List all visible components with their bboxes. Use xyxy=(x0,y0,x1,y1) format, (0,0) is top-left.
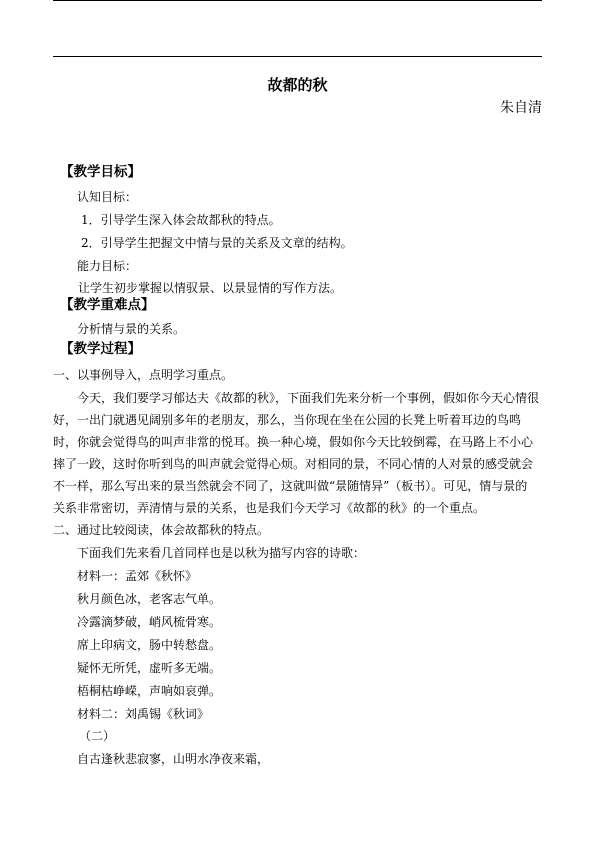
heading-key-points: 【教学重难点】 xyxy=(60,297,155,313)
document-title: 故都的秋 xyxy=(267,76,328,94)
heading-teaching-process: 【教学过程】 xyxy=(60,341,141,357)
goal-item-1: 1．引导学生深入体会故都秋的特点。 xyxy=(81,213,281,227)
ability-goal-text: 让学生初步掌握以情驭景、以景显情的写作方法。 xyxy=(78,281,343,295)
ability-goals-label: 能力目标： xyxy=(77,259,138,273)
poem-line: 梧桐枯峥嵘，声响如哀弹。 xyxy=(77,684,222,698)
key-points-text: 分析情与景的关系。 xyxy=(77,322,186,336)
section-heading-1: 一、以事例导入，点明学习重点。 xyxy=(53,368,234,382)
author-name: 朱自清 xyxy=(500,100,542,116)
paragraph-line: 时，你就会觉得鸟的叫声非常的悦耳。换一种心境，假如你今天比较倒霉，在马路上不小心 xyxy=(53,435,534,449)
material-2-label: 材料二：刘禹锡《秋词》 xyxy=(77,707,210,721)
part-two-label: （二） xyxy=(79,729,116,743)
paragraph-line: 不一样，那么写出来的景当然就会不同了，这就叫做“景随情异”（板书）。可见，情与景的 xyxy=(53,479,528,493)
poem-line: 冷露滴梦破，峭风梳骨寒。 xyxy=(77,615,222,629)
heading-teaching-goals: 【教学目标】 xyxy=(60,164,141,180)
poem-line: 疑怀无所凭，虚听多无端。 xyxy=(77,661,222,675)
poem-2-line: 自古逢秋悲寂寥，山明水净夜来霜， xyxy=(77,752,270,766)
paragraph-line: 好，一出门就遇见阔别多年的老朋友，那么，当你现在坐在公园的长凳上听着耳边的鸟鸣 xyxy=(53,413,522,427)
cognitive-goals-label: 认知目标： xyxy=(77,190,138,204)
poem-line: 秋月颜色冰，老客志气单。 xyxy=(77,592,222,606)
section-heading-2: 二、通过比较阅读，体会故都秋的特点。 xyxy=(53,523,270,537)
poems-intro: 下面我们先来看几首同样也是以秋为描写内容的诗歌： xyxy=(77,546,366,560)
material-1-label: 材料一：孟郊《秋怀》 xyxy=(77,569,198,583)
goal-item-2: 2．引导学生把握文中情与景的关系及文章的结构。 xyxy=(81,236,353,250)
poem-line: 席上印病文，肠中转愁盘。 xyxy=(77,638,222,652)
header-rule xyxy=(53,56,542,57)
page-top-border xyxy=(53,0,542,1)
paragraph-line: 今天，我们要学习郁达夫《故都的秋》，下面我们先来分析一个事例，假如你今天心情很 xyxy=(77,391,540,405)
paragraph-line: 摔了一跤，这时你听到鸟的叫声就会觉得心烦。对相同的景，不同心情的人对景的感受就会 xyxy=(53,457,534,471)
paragraph-line: 关系非常密切，弄清情与景的关系，也是我们今天学习《故都的秋》的一个重点。 xyxy=(53,501,486,515)
